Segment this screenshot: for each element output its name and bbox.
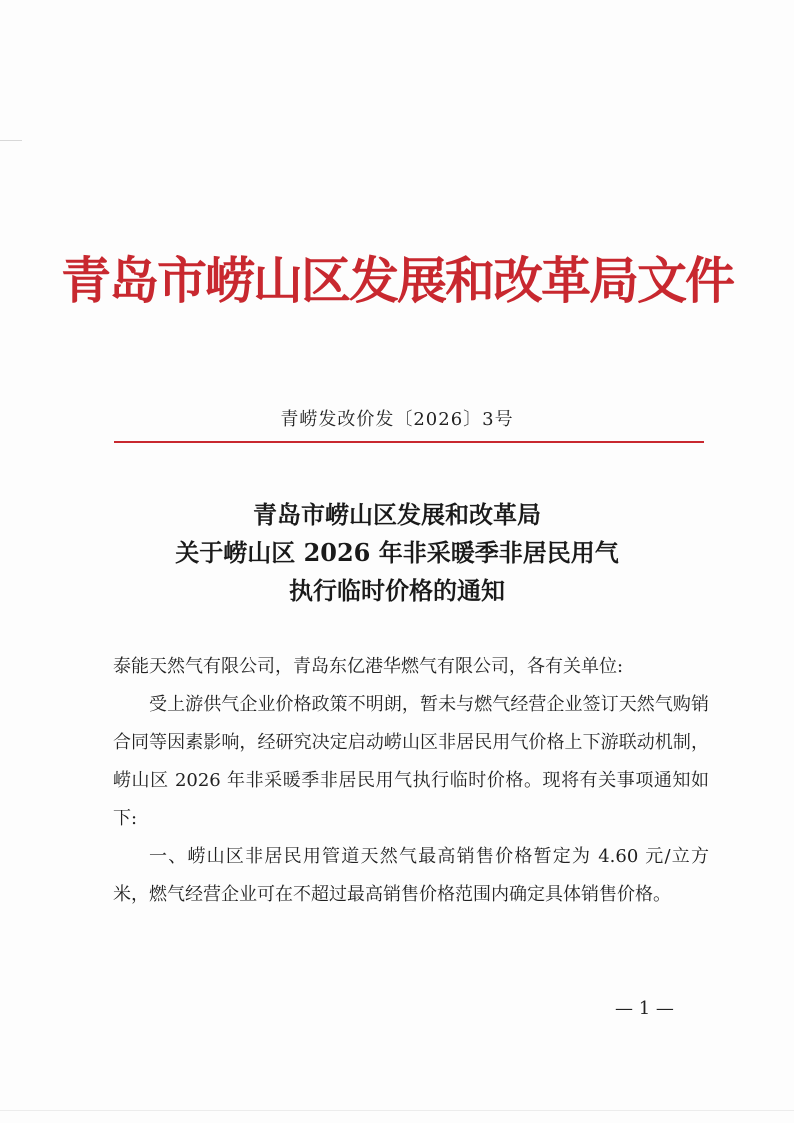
red-separator-line xyxy=(114,441,704,443)
page-number: — 1 — xyxy=(615,998,674,1019)
scan-bottom-edge xyxy=(0,1110,794,1111)
notice-title xyxy=(0,496,794,610)
scan-edge-mark xyxy=(0,140,22,141)
notice-title-line-1: 青岛市崂山区发展和改革局 xyxy=(253,500,541,529)
notice-body xyxy=(113,648,709,914)
document-header-title: 青岛市崂山区发展和改革局文件 xyxy=(61,251,733,310)
document-number: 青崂发改价发〔2026〕3号 xyxy=(280,409,514,430)
notice-title-line-2: 关于崂山区 2026 年非采暖季非居民用气 xyxy=(175,538,619,567)
body-paragraph-2: 一、崂山区非居民用管道天然气最高销售价格暂定为 4.60 元/立方米，燃气经营企业可在不超过最高销售价格范围内确定具体销售价格。 xyxy=(113,846,709,905)
notice-title-line-3: 执行临时价格的通知 xyxy=(289,576,505,605)
body-paragraph-1: 受上游供气企业价格政策不明朗，暂未与燃气经营企业签订天然气购销合同等因素影响，经研究决定启动崂山区非居民用气价格上下游联动机制，崂山区 2026 年非采暖季非居民用气执行临时价格。现将有关事项通知如下: xyxy=(113,694,709,829)
salutation: 泰能天然气有限公司，青岛东亿港华燃气有限公司，各有关单位: xyxy=(113,656,624,677)
